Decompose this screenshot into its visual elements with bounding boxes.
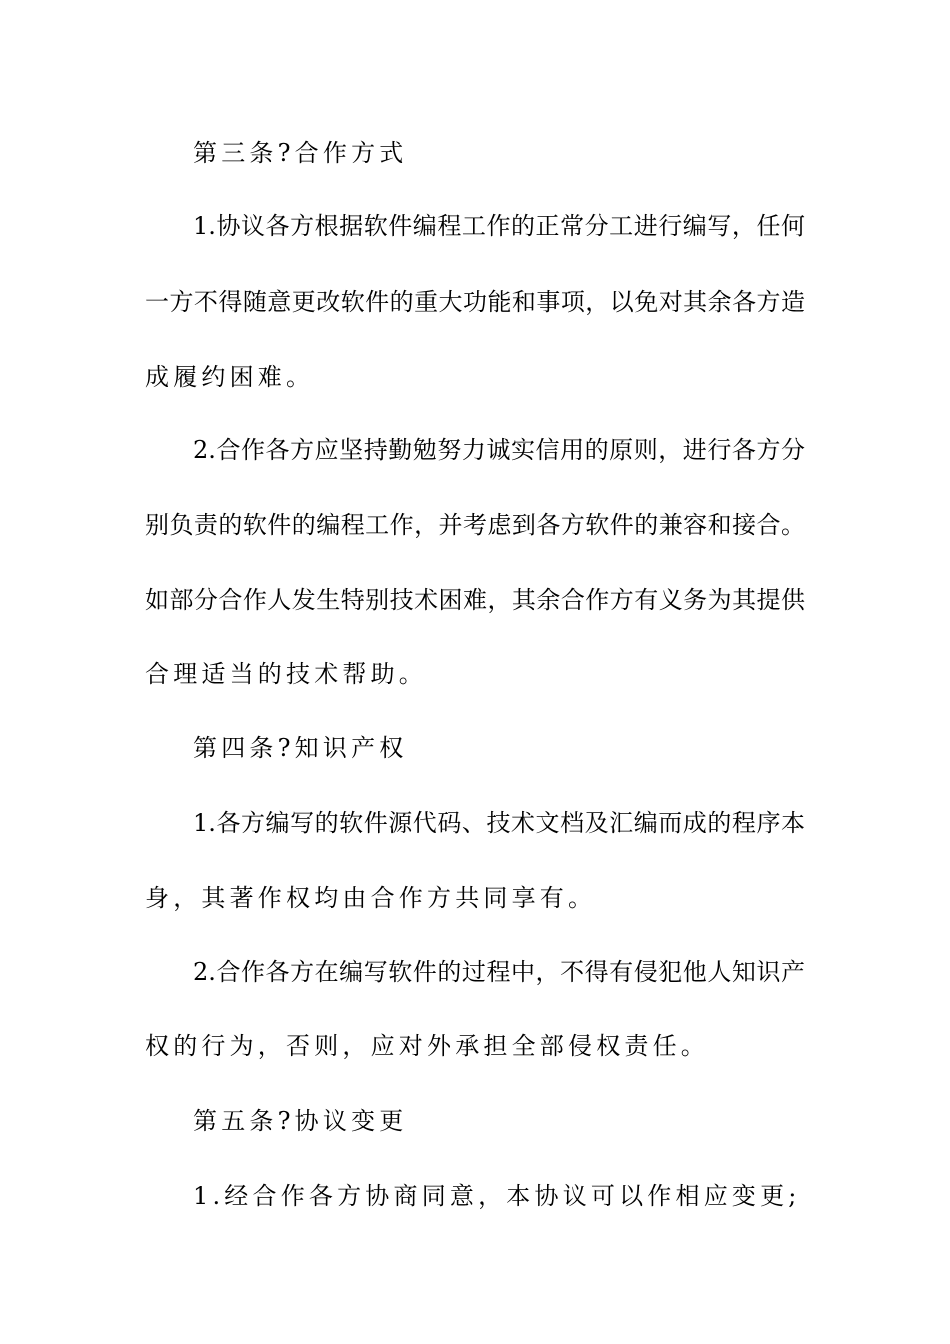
paragraph-line: 成履约困难。 [145, 363, 315, 391]
paragraph-line: 合理适当的技术帮助。 [145, 660, 427, 688]
heading-article-3: 第三条?合作方式 [193, 139, 408, 167]
paragraph-line: 别负责的软件的编程工作，并考虑到各方软件的兼容和接合。 [145, 511, 805, 539]
paragraph-line: 身，其著作权均由合作方共同享有。 [145, 884, 597, 912]
paragraph-line: 一方不得随意更改软件的重大功能和事项，以免对其余各方造 [145, 288, 805, 316]
paragraph-line: 2.合作各方在编写软件的过程中，不得有侵犯他人知识产 [193, 958, 805, 986]
paragraph-line: 2.合作各方应坚持勤勉努力诚实信用的原则，进行各方分 [193, 436, 805, 464]
paragraph-line: 1.经合作各方协商同意，本协议可以作相应变更; [193, 1182, 801, 1210]
paragraph-line: 1.各方编写的软件源代码、技术文档及汇编而成的程序本 [193, 809, 805, 837]
paragraph-line: 权的行为，否则，应对外承担全部侵权责任。 [145, 1032, 709, 1060]
heading-article-4: 第四条?知识产权 [193, 734, 408, 762]
paragraph-line: 如部分合作人发生特别技术困难，其余合作方有义务为其提供 [145, 586, 805, 614]
paragraph-line: 1.协议各方根据软件编程工作的正常分工进行编写，任何 [193, 212, 805, 240]
heading-article-5: 第五条?协议变更 [193, 1107, 408, 1135]
